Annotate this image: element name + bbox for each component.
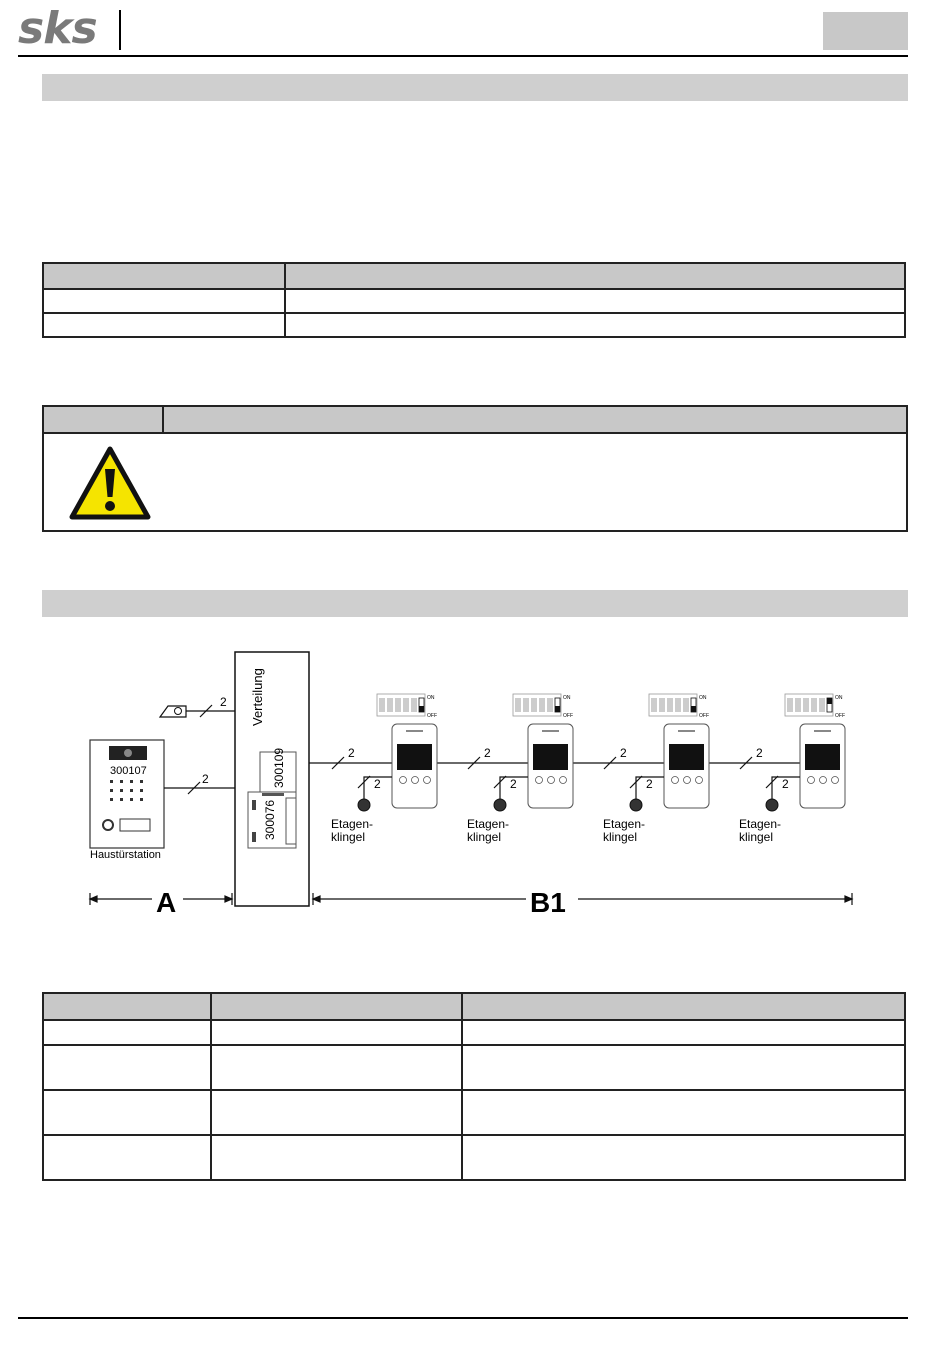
table-cell — [211, 993, 462, 1020]
door-station-label: Haustürstation — [90, 849, 161, 861]
wire-count-label: 2 — [202, 772, 209, 786]
table-cell — [285, 313, 905, 337]
warning-header-divider — [162, 407, 164, 432]
table-cell — [462, 993, 905, 1020]
door-opener-icon — [160, 706, 186, 717]
table-cell — [43, 289, 285, 313]
warning-triangle-icon — [68, 445, 152, 521]
dip-off-label: OFF — [835, 713, 845, 719]
wiring-diagram — [0, 640, 950, 920]
dip-off-label: OFF — [699, 713, 709, 719]
wire-count-label: 2 — [646, 777, 653, 791]
dip-on-label: ON — [427, 695, 435, 701]
module-terminal — [252, 832, 256, 842]
wire-count-label: 2 — [348, 746, 355, 760]
table-cell — [211, 1135, 462, 1180]
warning-header — [44, 407, 906, 434]
module-bottom-label: 300076 — [263, 799, 277, 840]
table-cell — [462, 1020, 905, 1045]
module-terminal-strip — [262, 793, 284, 796]
table-cell — [211, 1045, 462, 1090]
table-cell — [462, 1090, 905, 1135]
floor-bell-label: Etagen- — [331, 817, 374, 831]
table-cell — [43, 1045, 211, 1090]
wire-count-label: 2 — [220, 695, 227, 709]
floor-bell-label: klingel — [739, 830, 774, 844]
table-row — [43, 1020, 905, 1045]
table-cell — [285, 289, 905, 313]
monitor-unit-2 — [467, 694, 573, 844]
wire-count-label: 2 — [374, 777, 381, 791]
table-cell — [211, 1020, 462, 1045]
section-heading-band-1 — [42, 74, 908, 101]
monitor-unit-3 — [603, 694, 709, 844]
section-heading-band-2 — [42, 590, 908, 617]
segment-b1-label: B1 — [530, 887, 566, 918]
table-header-row — [43, 263, 905, 289]
logo-divider — [119, 10, 121, 50]
spec-table-1 — [42, 262, 906, 338]
distribution-label: Verteilung — [250, 668, 265, 726]
module-top-label: 300109 — [272, 747, 286, 788]
table-cell — [285, 263, 905, 289]
floor-bell-label: klingel — [331, 830, 366, 844]
wire-count-label: 2 — [782, 777, 789, 791]
floor-bell-label: klingel — [603, 830, 638, 844]
module-terminal — [252, 800, 256, 810]
monitor-unit-4 — [739, 694, 845, 844]
door-name-plate — [120, 819, 150, 831]
table-cell — [43, 1090, 211, 1135]
table-row — [43, 1090, 905, 1135]
table-cell — [43, 263, 285, 289]
wire-count-label: 2 — [510, 777, 517, 791]
monitor-unit-1 — [331, 694, 437, 844]
sks-logo: sks — [18, 3, 97, 54]
table-cell — [43, 1135, 211, 1180]
footer-rule — [18, 1317, 908, 1319]
table-cell — [43, 993, 211, 1020]
dip-on-label: ON — [563, 695, 571, 701]
segment-a-label: A — [156, 887, 177, 918]
floor-bell-label: Etagen- — [739, 817, 782, 831]
table-row — [43, 1045, 905, 1090]
dimension-b1 — [313, 893, 852, 905]
dip-on-label: ON — [699, 695, 707, 701]
warning-box — [42, 405, 908, 532]
floor-bell-label: Etagen- — [467, 817, 510, 831]
dip-off-label: OFF — [427, 713, 437, 719]
table-row — [43, 313, 905, 337]
header-rule — [18, 55, 908, 57]
wire-count-label: 2 — [756, 746, 763, 760]
dip-off-label: OFF — [563, 713, 573, 719]
wire-count-label: 2 — [484, 746, 491, 760]
table-row — [43, 1135, 905, 1180]
floor-bell-label: klingel — [467, 830, 502, 844]
floor-bell-label: Etagen- — [603, 817, 646, 831]
table-cell — [462, 1135, 905, 1180]
table-cell — [43, 1020, 211, 1045]
table-cell — [43, 313, 285, 337]
dip-on-label: ON — [835, 695, 843, 701]
page-number-tab — [823, 12, 908, 50]
table-cell — [462, 1045, 905, 1090]
table-row — [43, 289, 905, 313]
spec-table-2 — [42, 992, 906, 1181]
wire-count-label: 2 — [620, 746, 627, 760]
table-header-row — [43, 993, 905, 1020]
door-bell-button — [103, 820, 113, 830]
module-side-block — [286, 798, 296, 844]
table-cell — [211, 1090, 462, 1135]
door-station-code: 300107 — [110, 765, 147, 777]
